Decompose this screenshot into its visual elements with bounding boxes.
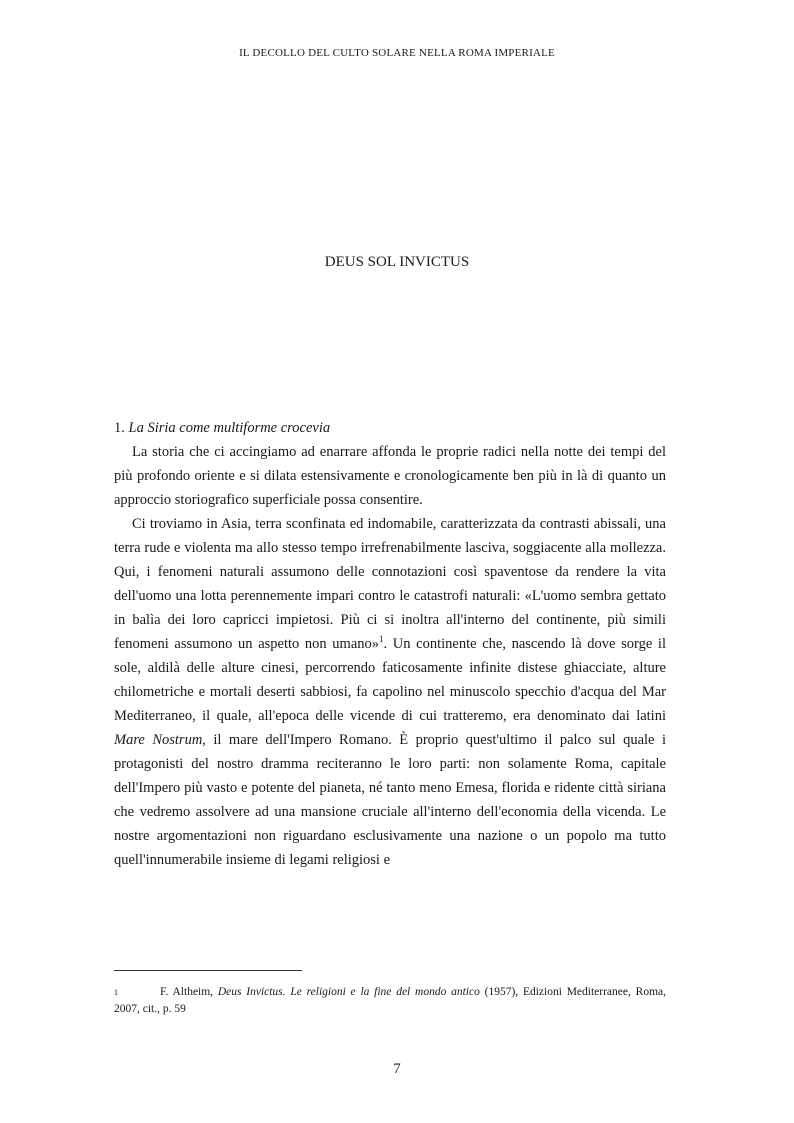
- paragraph-2-part-2: . Un continente che, nascendo là dove sorge il sole, aldilà delle alture cinesi, percorrendo faticosamente infinite distese ghiacciate, alture chilometriche e mortali deserti sabbiosi, fa capolino nel minuscolo specchio d'acqua del Mar Mediterraneo, il quale, all'epoca delle vicende di cui tratteremo, era denominato dai latini: [114, 636, 666, 724]
- paragraph-2-part-1: Ci troviamo in Asia, terra sconfinata ed indomabile, caratterizzata da contrasti abissali, una terra rude e violenta ma allo stesso tempo irrefrenabilmente lasciva, soggiacente alla mollezza. Qui, i fenomeni naturali assumono delle connotazioni così spaventose da rendere la vita dell'uomo una lotta perennemente impari contro le catastrofi naturali: «L'uomo sembra gettato in balìa dei loro capricci impietosi. Più ci si inoltra all'interno del continente, più simili fenomeni assumono un aspetto non umano»: [114, 516, 666, 652]
- paragraph-2-part-3: , il mare dell'Impero Romano. È proprio quest'ultimo il palco sul quale i protagonisti del nostro dramma reciteranno le loro parti: non solamente Roma, capitale dell'Impero più vasto e potente del pianeta, né tanto meno Emesa, florida e ridente città siriana che vedremo assolvere ad una mansione cruciale all'interno dell'economia della vicenda. Le nostre argomentazioni non riguardano esclusivamente una nazione o un popolo ma tutto quell'innumerabile insieme di legami religiosi e: [114, 732, 666, 868]
- body-text: [114, 416, 666, 872]
- section-number: 1.: [114, 420, 125, 436]
- footnote: [114, 984, 666, 1018]
- section-heading: [114, 416, 666, 440]
- running-head: IL DECOLLO DEL CULTO SOLARE NELLA ROMA IMPERIALE: [239, 47, 555, 59]
- footnote-rest: (1957), Edizioni Mediterranee, Roma, 2007, cit., p. 59: [114, 986, 666, 1015]
- paragraph-2-italic: Mare Nostrum: [114, 732, 203, 748]
- footnote-author: F. Altheim,: [160, 986, 218, 998]
- chapter-title: DEUS SOL INVICTUS: [324, 254, 470, 270]
- paragraph-2: [114, 512, 666, 872]
- page-number: 7: [393, 1061, 401, 1077]
- paragraph-1: La storia che ci accingiamo ad enarrare affonda le proprie radici nella notte dei tempi del più profondo oriente e si dilata estensivamente e cronologicamente ben più in là di quanto un approccio storiografico superficiale possa consentire.: [114, 444, 666, 508]
- section-title: La Siria come multiforme crocevia: [128, 420, 331, 436]
- footnote-reference[interactable]: 1: [379, 634, 384, 645]
- footnote-divider: [114, 970, 302, 971]
- footnote-title: Deus Invictus. Le religioni e la fine del mondo antico: [217, 986, 480, 998]
- footnote-number: 1: [114, 988, 118, 997]
